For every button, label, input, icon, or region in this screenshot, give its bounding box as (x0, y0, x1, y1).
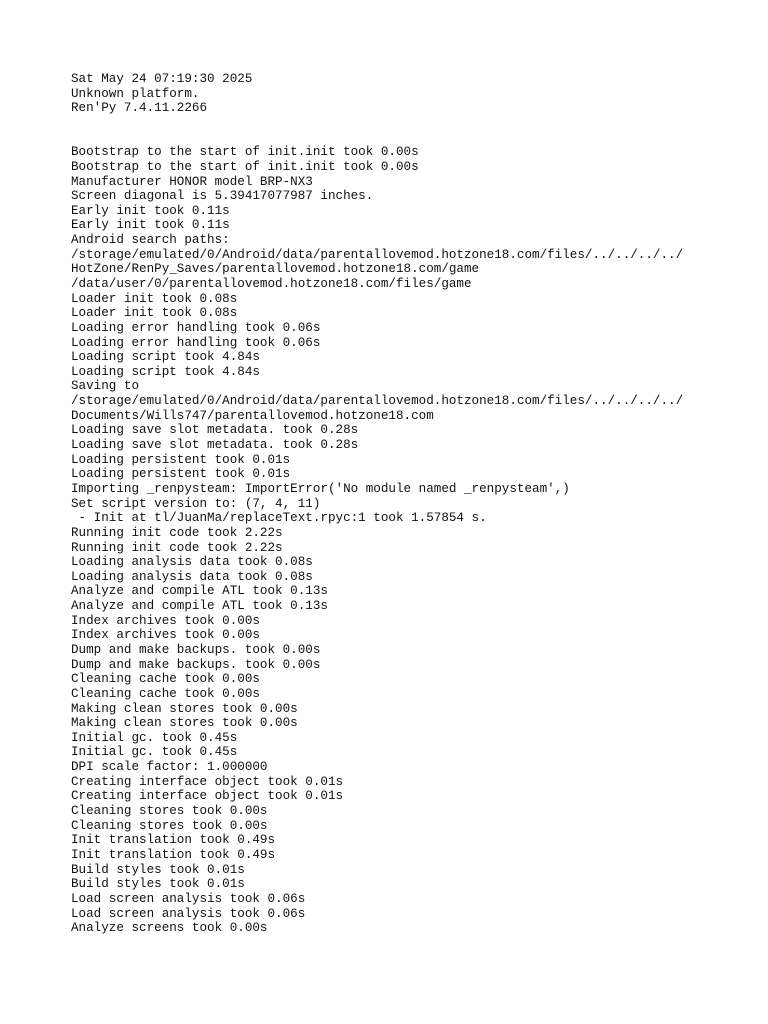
log-line: Set script version to: (7, 4, 11) (71, 496, 321, 511)
log-line: Build styles took 0.01s (71, 862, 245, 877)
log-line: Loading script took 4.84s (71, 364, 260, 379)
log-line: Analyze screens took 0.00s (71, 921, 268, 936)
log-line: Documents/Wills747/parentallovemod.hotzone18.com (71, 408, 434, 423)
log-line: Index archives took 0.00s (71, 628, 260, 643)
log-line: Loading error handling took 0.06s (71, 320, 321, 335)
log-line: - Init at tl/JuanMa/replaceText.rpyc:1 took 1.57854 s. (71, 511, 487, 526)
log-line: DPI scale factor: 1.000000 (71, 760, 268, 775)
log-line: /data/user/0/parentallovemod.hotzone18.com/files/game (71, 276, 472, 291)
log-line: Making clean stores took 0.00s (71, 716, 298, 731)
log-line: Loading save slot metadata. took 0.28s (71, 423, 359, 438)
log-header (71, 72, 751, 116)
log-line: Creating interface object took 0.01s (71, 789, 344, 804)
log-line: Initial gc. took 0.45s (71, 745, 238, 760)
log-renpy-version: Ren'Py 7.4.11.2266 (71, 101, 208, 116)
log-line: Initial gc. took 0.45s (71, 730, 238, 745)
log-body (71, 145, 751, 936)
log-line: Android search paths: (71, 233, 230, 248)
log-line: Early init took 0.11s (71, 203, 230, 218)
log-line: /storage/emulated/0/Android/data/parentallovemod.hotzone18.com/files/../../../../ (71, 247, 684, 262)
log-platform: Unknown platform. (71, 86, 200, 101)
log-line: HotZone/RenPy_Saves/parentallovemod.hotzone18.com/game (71, 262, 480, 277)
log-line: Loading save slot metadata. took 0.28s (71, 438, 359, 453)
log-line: Load screen analysis took 0.06s (71, 891, 306, 906)
log-line: Early init took 0.11s (71, 218, 230, 233)
log-line: Loading analysis data took 0.08s (71, 569, 313, 584)
log-line: Cleaning cache took 0.00s (71, 686, 260, 701)
log-line: Dump and make backups. took 0.00s (71, 657, 321, 672)
log-line: Init translation took 0.49s (71, 847, 276, 862)
log-line: Index archives took 0.00s (71, 613, 260, 628)
log-line: Analyze and compile ATL took 0.13s (71, 599, 328, 614)
log-line: Running init code took 2.22s (71, 525, 283, 540)
log-line: Bootstrap to the start of init.init took 0.00s (71, 145, 419, 160)
log-line: Build styles took 0.01s (71, 877, 245, 892)
log-line: Screen diagonal is 5.39417077987 inches. (71, 189, 374, 204)
log-line: Importing _renpysteam: ImportError('No module named _renpysteam',) (71, 481, 570, 496)
log-line: Loader init took 0.08s (71, 291, 238, 306)
log-line: Load screen analysis took 0.06s (71, 906, 306, 921)
log-line: Making clean stores took 0.00s (71, 701, 298, 716)
log-line: Init translation took 0.49s (71, 833, 276, 848)
log-line: Loading persistent took 0.01s (71, 467, 291, 482)
log-line: Loading persistent took 0.01s (71, 452, 291, 467)
log-line: Cleaning cache took 0.00s (71, 672, 260, 687)
log-line: Creating interface object took 0.01s (71, 774, 344, 789)
log-line: Dump and make backups. took 0.00s (71, 643, 321, 657)
log-line: Running init code took 2.22s (71, 540, 283, 555)
log-line: Cleaning stores took 0.00s (71, 804, 268, 819)
log-document (71, 72, 751, 936)
log-line: /storage/emulated/0/Android/data/parentallovemod.hotzone18.com/files/../../../../ (71, 394, 684, 409)
log-line: Loader init took 0.08s (71, 306, 238, 321)
log-line: Loading analysis data took 0.08s (71, 555, 313, 570)
log-line: Manufacturer HONOR model BRP-NX3 (71, 174, 313, 189)
log-line: Loading script took 4.84s (71, 350, 260, 365)
log-line: Analyze and compile ATL took 0.13s (71, 584, 328, 599)
log-line: Cleaning stores took 0.00s (71, 818, 268, 833)
log-line: Loading error handling took 0.06s (71, 335, 321, 350)
log-line: Bootstrap to the start of init.init took 0.00s (71, 159, 419, 174)
log-timestamp: Sat May 24 07:19:30 2025 (71, 72, 253, 86)
log-line: Saving to (71, 379, 140, 394)
